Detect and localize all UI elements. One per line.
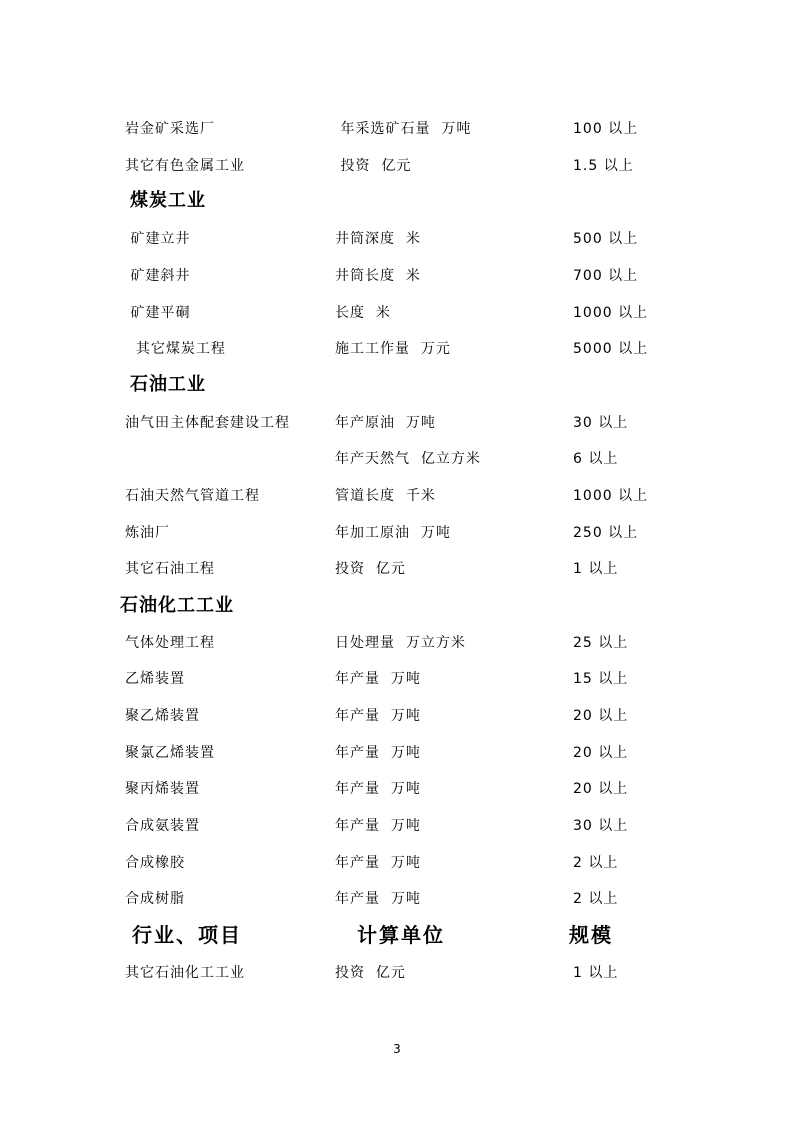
scale: 250 以上 [573,525,639,541]
scale: 1 以上 [573,561,619,577]
table-row [0,814,794,838]
item-name: 岩金矿采选厂 [125,121,215,137]
unit: 年产量 万吨 [335,708,421,724]
scale: 1.5 以上 [573,158,634,174]
unit: 施工工作量 万元 [335,341,451,357]
column-header-scale: 规模 [569,923,613,947]
section-heading-petrochemical: 石油化工工业 [120,595,234,616]
table-row [0,411,794,435]
table-row [0,301,794,325]
unit: 年加工原油 万吨 [335,525,451,541]
scale: 15 以上 [573,671,629,687]
item-name: 聚丙烯装置 [125,781,200,797]
unit: 年产量 万吨 [335,891,421,907]
unit: 井筒深度 米 [335,231,421,247]
unit: 年产量 万吨 [335,855,421,871]
scale: 500 以上 [573,231,639,247]
scale: 1000 以上 [573,488,649,504]
scale: 20 以上 [573,745,629,761]
scale: 2 以上 [573,855,619,871]
item-name: 其它有色金属工业 [125,158,245,174]
table-row [0,521,794,545]
table-row [0,154,794,178]
unit: 管道长度 千米 [335,488,436,504]
unit: 投资 亿元 [335,158,412,174]
item-name: 炼油厂 [125,525,170,541]
unit: 年采选矿石量 万吨 [335,121,472,137]
unit: 年产量 万吨 [335,818,421,834]
table-row [0,484,794,508]
unit: 年产量 万吨 [335,671,421,687]
page-number: 3 [393,1042,401,1056]
unit: 年产原油 万吨 [335,415,436,431]
section-heading-coal: 煤炭工业 [130,190,206,211]
table-row [0,447,794,471]
item-name: 气体处理工程 [125,635,215,651]
scale: 30 以上 [573,415,629,431]
scale: 20 以上 [573,781,629,797]
unit: 年产天然气 亿立方米 [335,451,481,467]
column-header-item: 行业、项目 [132,923,242,947]
item-name: 其它煤炭工程 [125,341,226,357]
unit: 井筒长度 米 [335,268,421,284]
item-name: 聚氯乙烯装置 [125,745,215,761]
item-name: 乙烯装置 [125,671,185,687]
item-name: 聚乙烯装置 [125,708,200,724]
table-row [0,851,794,875]
scale: 1 以上 [573,965,619,981]
item-name: 矿建立井 [125,231,191,247]
table-row [0,117,794,141]
table-row [0,667,794,691]
scale: 700 以上 [573,268,639,284]
item-name: 其它石油化工工业 [125,965,245,981]
item-name: 油气田主体配套建设工程 [125,415,290,431]
table-row [0,704,794,728]
item-name: 石油天然气管道工程 [125,488,260,504]
scale: 1000 以上 [573,305,649,321]
scale: 25 以上 [573,635,629,651]
column-header-unit: 计算单位 [357,923,445,947]
item-name: 合成氨装置 [125,818,200,834]
table-row [0,631,794,655]
scale: 30 以上 [573,818,629,834]
scale: 20 以上 [573,708,629,724]
unit: 长度 米 [335,305,391,321]
unit: 投资 亿元 [335,965,406,981]
unit: 年产量 万吨 [335,781,421,797]
item-name: 矿建斜井 [125,268,191,284]
item-name: 矿建平硐 [125,305,191,321]
table-row [0,887,794,911]
table-row [0,264,794,288]
table-row [0,741,794,765]
scale: 2 以上 [573,891,619,907]
scale: 100 以上 [573,121,639,137]
scale: 5000 以上 [573,341,649,357]
table-row [0,557,794,581]
section-heading-petroleum: 石油工业 [130,374,206,395]
unit: 日处理量 万立方米 [335,635,466,651]
item-name: 合成树脂 [125,891,185,907]
table-row [0,777,794,801]
unit: 年产量 万吨 [335,745,421,761]
unit: 投资 亿元 [335,561,406,577]
scale: 6 以上 [573,451,619,467]
item-name: 合成橡胶 [125,855,185,871]
table-row [0,227,794,251]
table-row [0,961,794,985]
item-name: 其它石油工程 [125,561,215,577]
table-row [0,337,794,361]
